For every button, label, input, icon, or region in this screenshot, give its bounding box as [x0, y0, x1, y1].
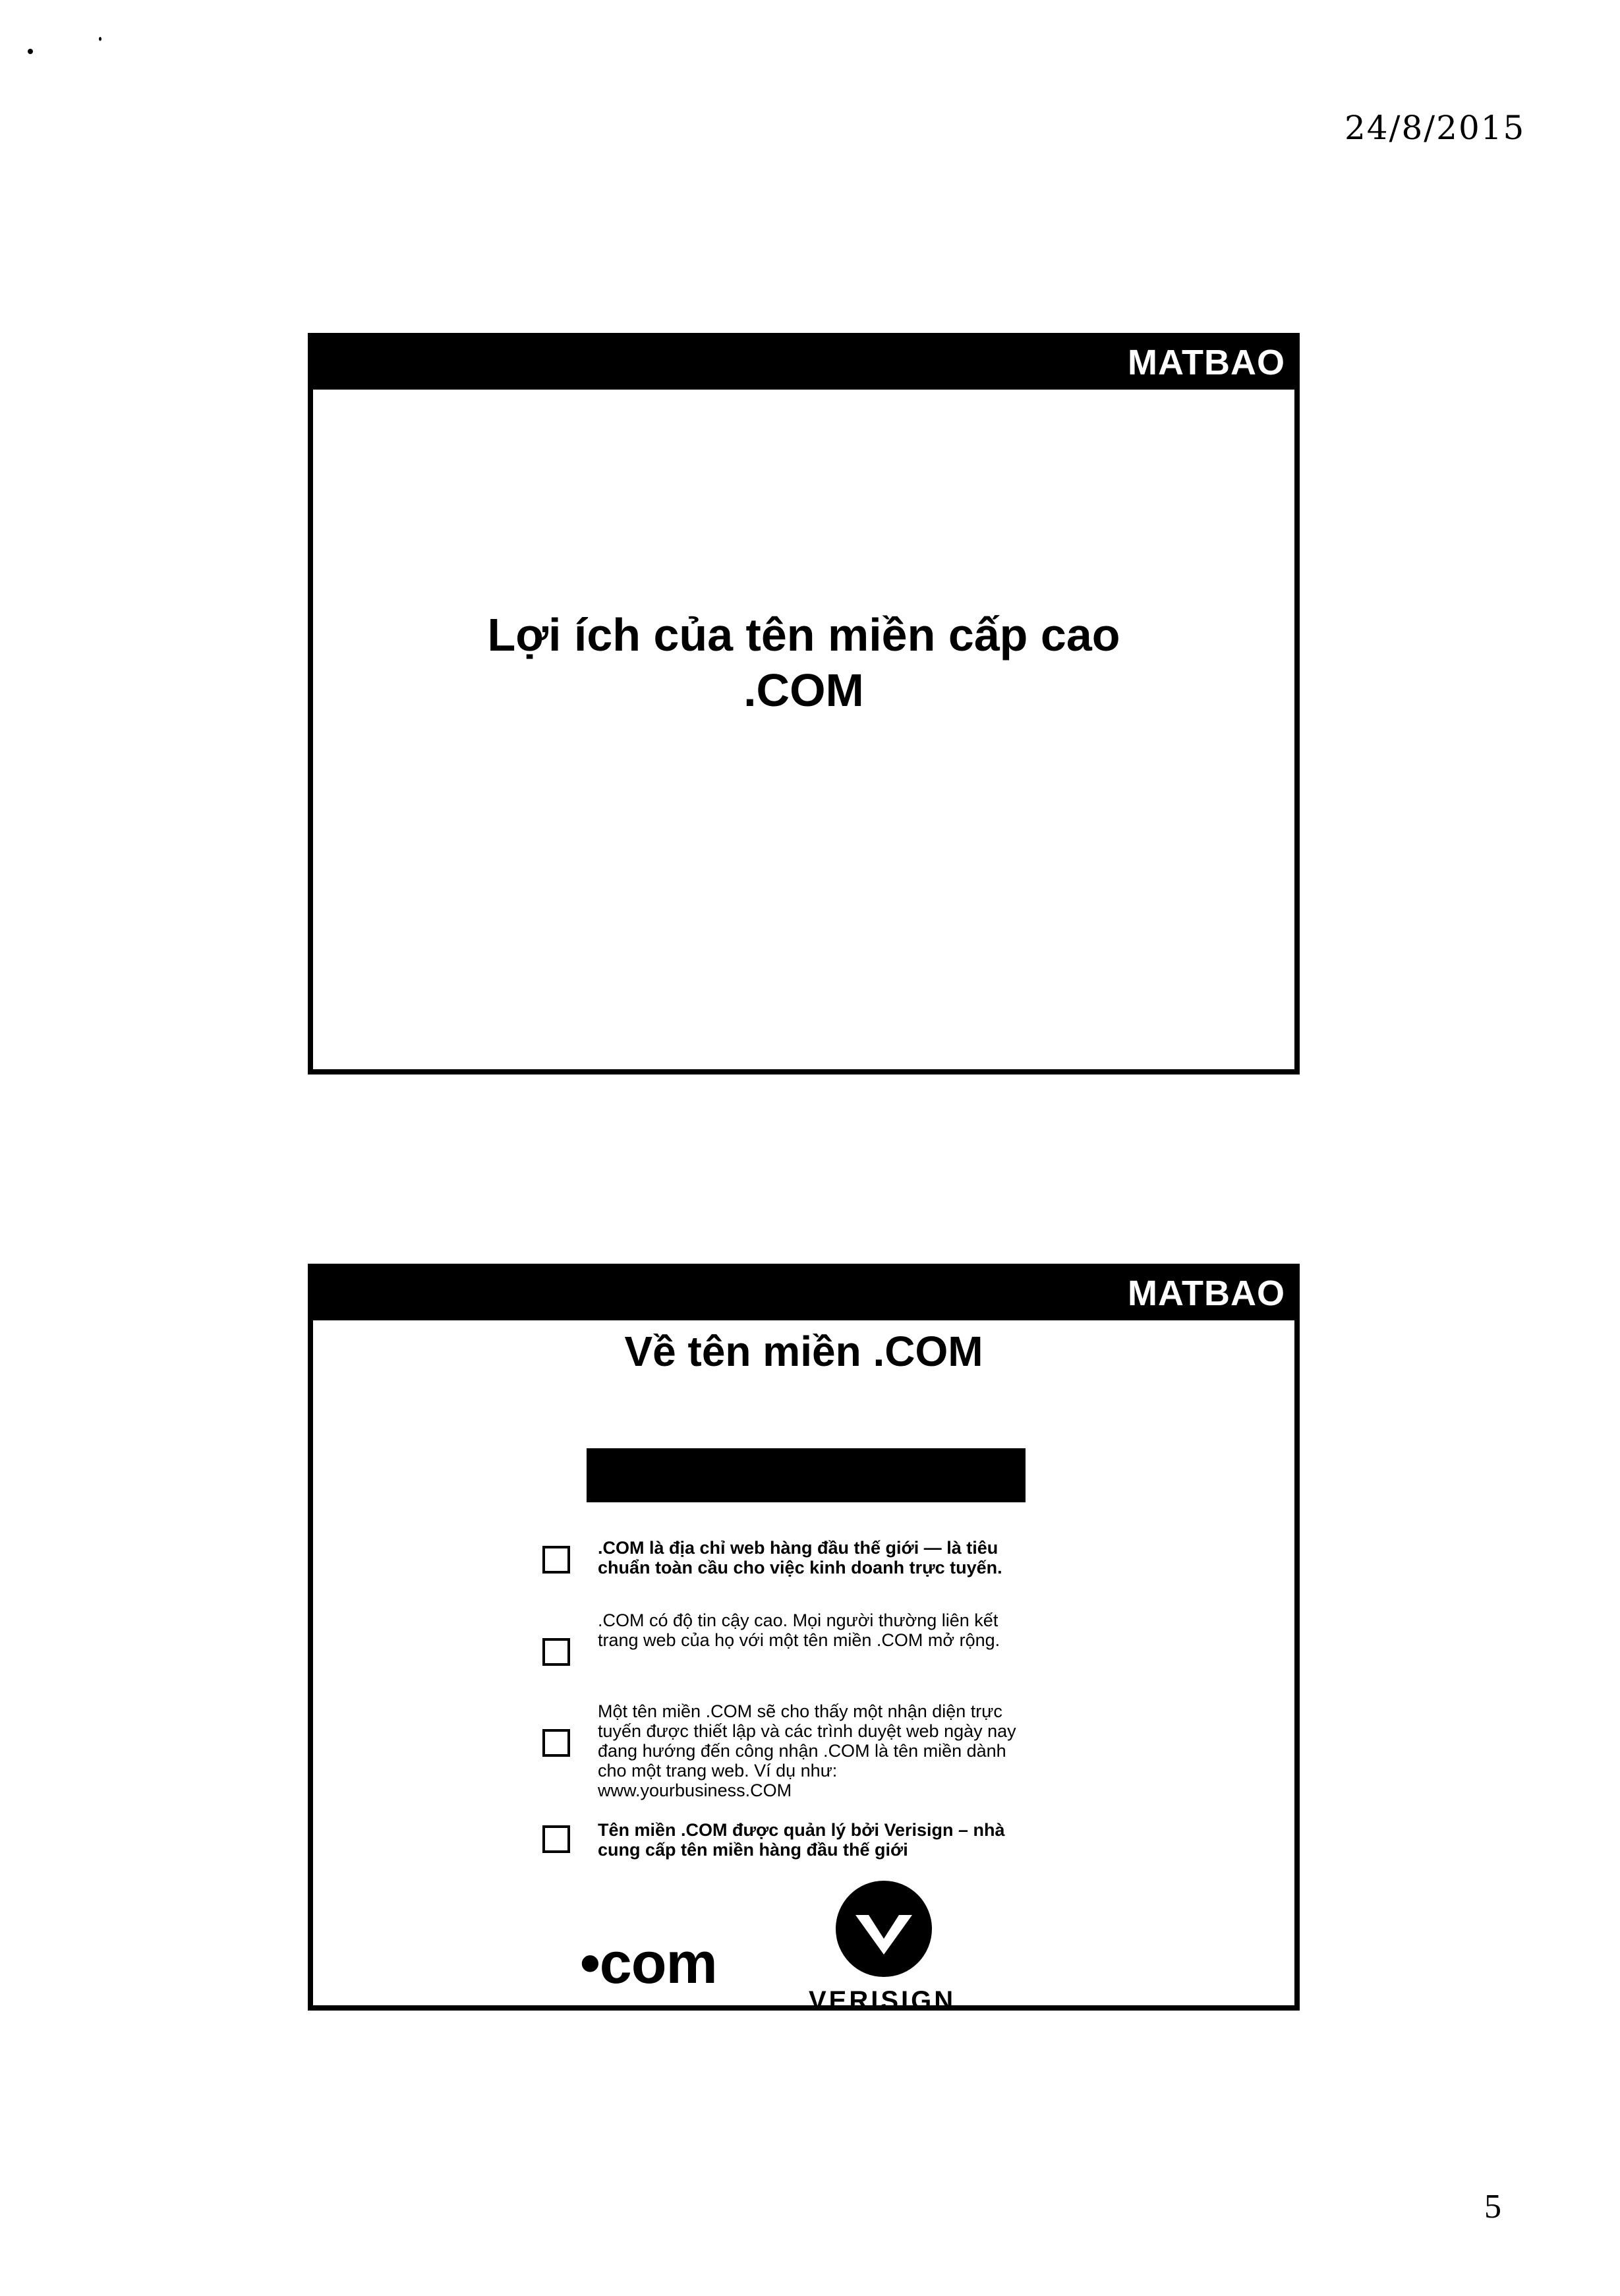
- list-item-text: Một tên miền .COM sẽ cho thấy một nhận diện trực tuyến được thiết lập và các trình duyệt web ngày nay đang hướng đến công nhận .COM là tên miền dành cho một trang web. Ví dụ như: www.yourbusiness.COM: [598, 1701, 1016, 1800]
- checkbox-icon: [542, 1546, 570, 1574]
- redacted-bar: [587, 1448, 1026, 1502]
- matbao-logo: MATBAO: [1128, 1274, 1285, 1313]
- page-date: 24/8/2015: [1345, 109, 1526, 147]
- slide-1-title-line-2: .COM: [743, 664, 864, 716]
- slide-2-body: [313, 1320, 1294, 2015]
- list-item-text: .COM có độ tin cậy cao. Mọi người thường liên kết trang web của họ với một tên miền .COM mở rộng.: [598, 1610, 1000, 1650]
- checkbox-icon: [542, 1825, 570, 1853]
- matbao-logo: MATBAO: [1128, 343, 1285, 382]
- list-item-text: .COM là địa chỉ web hàng đầu thế giới — là tiêu chuẩn toàn cầu cho việc kinh doanh trực tuyến.: [598, 1538, 1002, 1577]
- page-number: 5: [1484, 2188, 1501, 2225]
- slide-2: [308, 1264, 1300, 2015]
- verisign-logo: VERISIGN: [809, 1986, 956, 2015]
- scan-speck: [99, 37, 101, 41]
- slide-1: [308, 333, 1300, 1074]
- checkbox-icon: [542, 1729, 570, 1757]
- verisign-emblem-icon: [836, 1881, 932, 1977]
- slide-2-title: Về tên miền .COM: [624, 1328, 983, 1375]
- slide-1-title: [313, 607, 1294, 718]
- scan-speck: [28, 49, 33, 54]
- checkbox-icon: [542, 1638, 570, 1666]
- slide-1-title-line-1: Lợi ích của tên miền cấp cao: [487, 609, 1120, 661]
- slide-1-body: [313, 390, 1294, 1069]
- dotcom-logo: •com: [580, 1930, 717, 1995]
- list-item-text: Tên miền .COM được quản lý bởi Verisign – nhà cung cấp tên miền hàng đầu thế giới: [598, 1820, 1005, 1860]
